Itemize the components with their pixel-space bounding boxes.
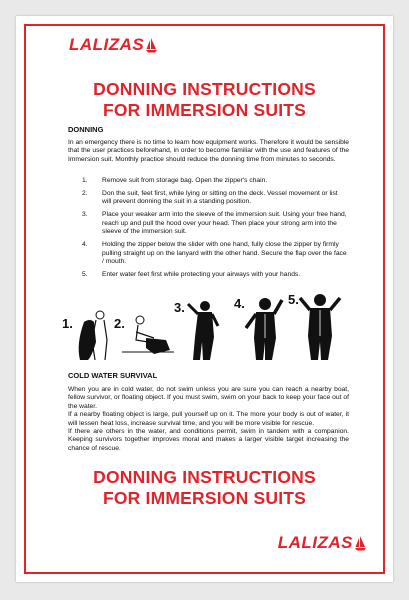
donning-heading: DONNING: [68, 125, 104, 134]
brand-logo-text: LALIZAS: [69, 35, 145, 54]
step-item: [82, 271, 348, 279]
step-text: Don the suit, feet first, while lying or sitting on the deck. Vessel movement or list will prevent donning the suit in a standing position.: [102, 190, 338, 206]
step-3-illustration: [174, 300, 218, 360]
donning-illustrations: [62, 282, 352, 362]
step-number: 3.: [82, 211, 88, 219]
illus-label-3: 3.: [174, 300, 185, 315]
illus-label-2: 2.: [114, 316, 125, 331]
title-line-1: DONNING INSTRUCTIONS: [93, 467, 316, 487]
step-number: 4.: [82, 241, 88, 249]
step-text: Enter water feet first while protecting your airways with your hands.: [102, 271, 301, 279]
title-top: [0, 79, 409, 121]
sailboat-icon: [355, 536, 366, 551]
step-1-illustration: [62, 311, 107, 360]
brand-logo-text: LALIZAS: [277, 533, 353, 552]
title-bottom: [0, 467, 409, 509]
step-item: [82, 241, 348, 266]
illus-label-4: 4.: [234, 296, 245, 311]
step-item: [82, 190, 348, 207]
illus-label-5: 5.: [288, 292, 299, 307]
title-line-2: FOR IMMERSION SUITS: [102, 100, 307, 120]
illus-label-1: 1.: [62, 316, 73, 331]
cold-water-heading: COLD WATER SURVIVAL: [68, 371, 158, 380]
step-item: [82, 177, 348, 185]
cold-water-text: [68, 386, 349, 453]
donning-steps: [82, 177, 348, 284]
title-line-1: DONNING INSTRUCTIONS: [93, 79, 316, 99]
brand-logo-top: [69, 35, 157, 55]
step-text: Place your weaker arm into the sleeve of the immersion suit. Using your free hand, reach up and pull the hood over your head. Then place your strong arm into the sleeve of the immersion suit.: [102, 211, 347, 236]
step-item: [82, 211, 348, 236]
step-text: Remove suit from storage bag. Open the zipper's chain.: [102, 177, 268, 184]
cold-water-paragraph: When you are in cold water, do not swim unless you are sure you can reach a nearby boat, fellow survivor, or floating object. If you must swim, swim on your back to keep your face out of the water.: [68, 386, 349, 410]
cold-water-paragraph: If there are others in the water, and conditions permit, swim in tandem with a companion. Keeping survivors together improves moral and makes a larger visible target increasing the chance of rescue.: [68, 428, 349, 452]
sailboat-icon: [146, 38, 157, 53]
brand-logo-bottom: [278, 533, 366, 553]
step-4-illustration: [234, 296, 282, 360]
step-number: 2.: [82, 190, 88, 197]
donning-intro: In an emergency there is no time to learn how equipment works. Therefore it would be sensible that the user practices beforehand, in order to become familiar with the use and features of the Immersion suit. Monthly practice should reduce the donning time from minutes to seconds.: [68, 139, 349, 163]
cold-water-paragraph: If a nearby floating object is large, pull yourself up on it. The more your body is out of water, it will lessen heat loss, increase survival time, and you will be more visible for rescue.: [68, 411, 349, 427]
title-line-2: FOR IMMERSION SUITS: [102, 488, 307, 508]
step-2-illustration: [114, 316, 174, 354]
step-text: Holding the zipper below the slider with one hand, fully close the zipper by firmly pulling straight up on the lanyard with the other hand. Secure the flap over the face / mouth.: [102, 241, 347, 266]
step-number: 5.: [82, 271, 88, 279]
step-number: 1.: [82, 177, 88, 184]
step-5-illustration: [288, 292, 340, 360]
